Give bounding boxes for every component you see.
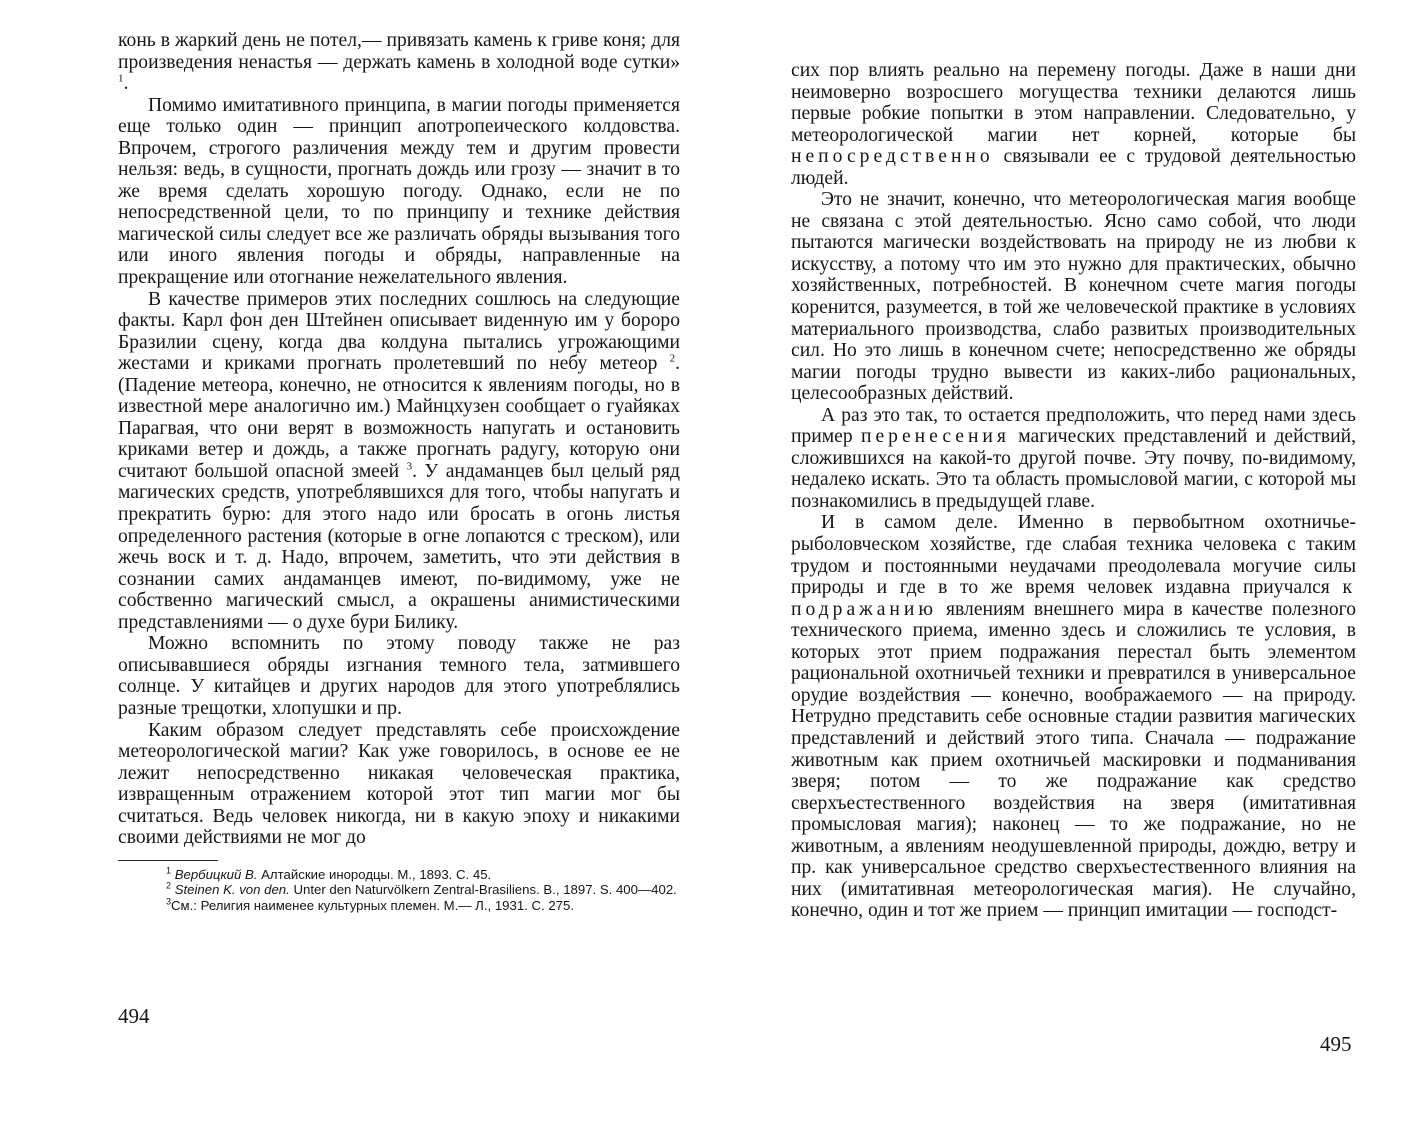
footnote-divider bbox=[118, 860, 218, 861]
right-page-number: 495 bbox=[1320, 1032, 1352, 1056]
left-page bbox=[118, 30, 680, 913]
left-paragraph-5: Каким образом следует представлять себе происхождение метеорологической магии? Как уже говорилось, в основе ее не лежит непосредственно никакая человеческая практика, извращенным отражением которой этот тип магии мог бы считаться. Ведь человек никогда, ни в какую эпоху и никакими своими действиями не мог до bbox=[118, 719, 680, 849]
spaced-emphasis: к подражанию bbox=[791, 577, 1356, 620]
footnote-2: $^2$ Steinen K. von den. Unter den Naturvölkern Zentral-Brasiliens. B., 1897. S. 400—402. bbox=[166, 880, 677, 898]
right-paragraph-1: сих пор влиять реально на перемену погоды. Даже в наши дни неимоверно возросшего могущества техники делаются лишь первые робкие попытки в этом направлении. Следовательно, у метеорологической магии нет корней, которые бы непосредственно связывали ее с трудовой деятельностью людей. bbox=[791, 60, 1356, 189]
right-paragraph-3: А раз это так, то остается предположить, что перед нами здесь пример перенесения магических представлений и действий, сложившихся на какой-то другой почве. Эту почву, по-видимому, недалеко искать. Это та область промысловой магии, с которой мы познакомились в предыдущей главе. bbox=[791, 404, 1356, 512]
right-page bbox=[791, 60, 1356, 922]
footnote-ref-2: 2 bbox=[669, 352, 676, 365]
footnote-3: $^3$См.: Религия наименее культурных племен. М.— Л., 1931. С. 275. bbox=[166, 896, 575, 913]
left-page-number: 494 bbox=[118, 1004, 150, 1028]
right-paragraph-2: Это не значит, конечно, что метеорологическая магия вообще не связана с этой деятельностью. Ясно само собой, что люди пытаются магически воздействовать на природу не из любви к искусству, а потому что им это нужно для практических, обычно хозяйственных, потребностей. В конечном счете магия погоды коренится, разумеется, в той же человеческой практике в условиях материального производства, слабо развитых производительных сил. Но это лишь в конечном счете; непосредственно же обряды магии погоды трудно вывести из каких-либо рациональных, целесообразных действий. bbox=[791, 189, 1356, 405]
spaced-emphasis: непосредственно bbox=[791, 146, 994, 168]
left-paragraph-3: В качестве примеров этих последних сошлюсь на следующие факты. Карл фон ден Штейнен описывает виденную им у бороро Бразилии сцену, когда два колдуна пытались угрожающими жестами и криками прогнать пролетевший по небу метеор $^2$. (Падение метеора, конечно, не относится к явлениям погоды, но в известной мере аналогично им.) Майнцхузен сообщает о гуайяках Парагвая, что они верят в возможность напугать и остановить криками ветер и дождь, а также прогнать радугу, которую они считают большой опасной змеей $^3$. У андаманцев был целый ряд магических средств, употреблявшихся для того, чтобы напугать и прекратить бурю: для этого надо или бросать в огонь листья определенного растения (которые в огне лопаются с треском), или жечь воск и т. д. Надо, впрочем, заметить, что эти действия в сознании самих андаманцев имеют, по-видимому, уже не собственно магический смысл, а окрашены анимистическими представлениями — о духе бури Билику. bbox=[118, 288, 681, 633]
right-paragraph-4: И в самом деле. Именно в первобытном охотничье-рыболовческом хозяйстве, где слабая техника человека с таким трудом и постоянными неудачами преодолевала могучие силы природы и где в то же время человек издавна приучался к подражанию явлениям внешнего мира в качестве полезного технического приема, именно здесь и сложились те условия, в которых этот прием подражания перестал быть элементом рациональной охотничьей техники и превратился в универсальное орудие воздействия — конечно, воображаемого — на природу. Нетрудно представить себе основные стадии развития магических представлений и действий этого типа. Сначала — подражание животным как прием охотничьей маскировки и подманивания зверя; потом — то же подражание как средство сверхъестественного воздействия на зверя (имитативная промысловая магия); наконец — то же подражание, но не животным, а явлениям неодушевленной природы, дождю, ветру и пр. как универсальное средство сверхъестественного влияния на них (имитативная метеорологическая магия). Не случайно, конечно, один и тот же прием — принцип имитации — господст- bbox=[791, 512, 1356, 922]
footnote-ref-3: 3 bbox=[406, 460, 413, 473]
left-paragraph-4: Можно вспомнить по этому поводу также не раз описывавшиеся обряды изгнания темного тела, затмившего солнце. У китайцев и других народов для этого употреблялись разные трещотки, хлопушки и пр. bbox=[118, 633, 680, 719]
left-paragraph-2: Помимо имитативного принципа, в магии погоды применяется еще только один — принцип апотропеического колдовства. Впрочем, строгого различения между тем и другим провести нельзя: ведь, в сущности, прогнать дождь или грозу — значит в то же время сделать хорошую погоду. Однако, если не по непосредственной цели, то по принципу и технике действия магической силы следует все же различать обряды вызывания того или иного явления погоды и обряды, направленные на прекращение или отогнание нежелательного явления. bbox=[118, 94, 680, 289]
footnote-1: $^1$ Вербицкий В. Алтайские инородцы. М., 1893. С. 45. bbox=[166, 865, 492, 882]
left-paragraph-1: конь в жаркий день не потел,— привязать камень к гриве коня; для произведения ненастья — держать камень в холодной воде сутки» $^1$. bbox=[118, 30, 680, 95]
footnote-ref-1: 1 bbox=[118, 72, 124, 85]
spaced-emphasis: перенесения bbox=[860, 426, 1010, 448]
